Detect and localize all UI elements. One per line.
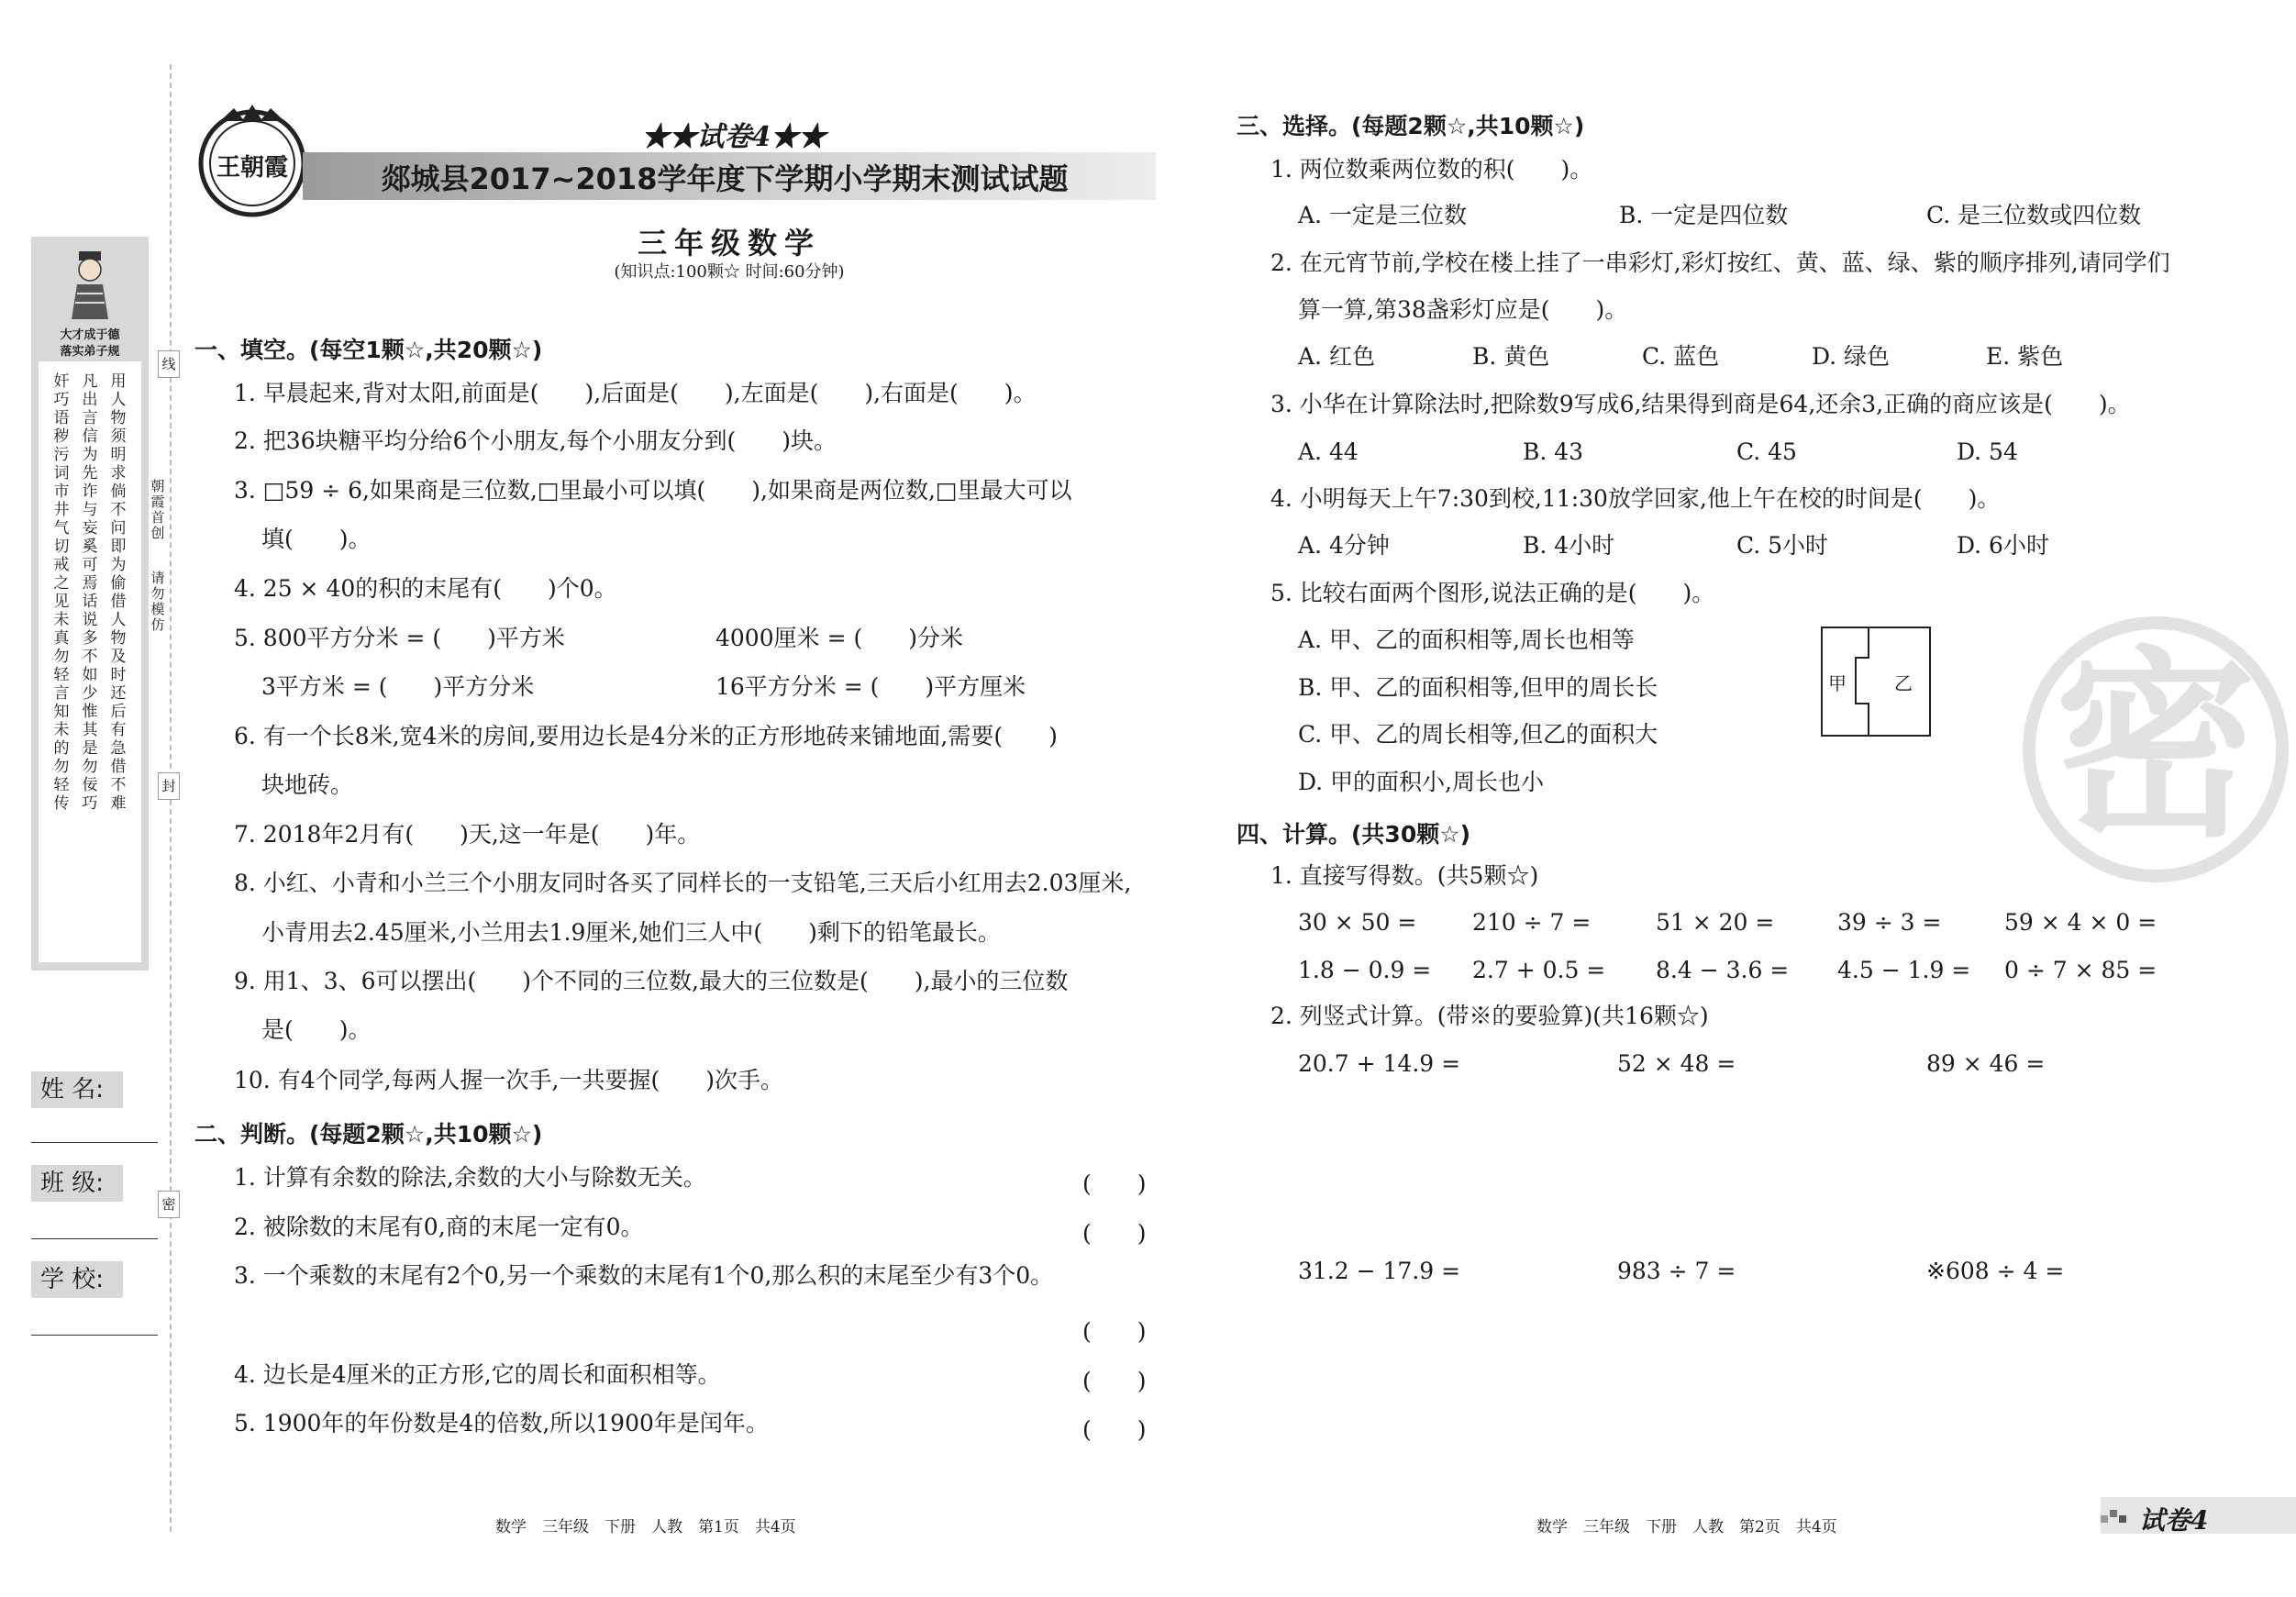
footer-right: 数学 三年级 下册 人教 第2页 共4页 — [1536, 1518, 1837, 1536]
s3-q5-opt-b: B. 甲、乙的面积相等,但甲的周长长 — [1298, 674, 1658, 701]
watermark-seal — [2023, 616, 2289, 882]
s3-q3: 3. 小华在计算除法时,把除数9写成6,结果得到商是64,还余3,正确的商应该是( )。 — [1270, 391, 2131, 417]
school-field[interactable] — [31, 1335, 158, 1336]
s3-q4-opt-c: C. 5小时 — [1736, 532, 1829, 559]
calc-1-2: 210 ÷ 7 = — [1472, 909, 1592, 936]
s3-q5: 5. 比较右面两个图形,说法正确的是( )。 — [1270, 580, 1715, 606]
binding-mark-3: 密 — [158, 1191, 180, 1218]
s1-line-11: 块地砖。 — [261, 771, 354, 798]
s1-line-7: 4000厘米 = ( )分米 — [715, 625, 963, 651]
slogan-line-1: 大才成于德 — [60, 328, 120, 342]
footer-tag-text: 试卷4 — [2139, 1505, 2209, 1536]
footer-tag-squares — [2101, 1506, 2137, 1525]
s1-line-12: 7. 2018年2月有( )天,这一年是( )年。 — [234, 821, 701, 848]
s1-line-9: 16平方分米 = ( )平方厘米 — [715, 673, 1026, 700]
s3-q4: 4. 小明每天上午7:30到校,11:30放学回家,他上午在校的时间是( )。 — [1270, 485, 2001, 512]
calc-1-4: 39 ÷ 3 = — [1837, 909, 1942, 936]
s1-line-6: 5. 800平方分米 = ( )平方米 — [234, 625, 565, 651]
section3-heading: 三、选择。(每题2颗☆,共10颗☆) — [1237, 113, 1585, 139]
s1-line-16: 是( )。 — [261, 1016, 372, 1043]
s3-q3-opt-b: B. 43 — [1523, 438, 1584, 465]
school-label-box: 学 校: — [31, 1261, 123, 1298]
s1-line-10: 6. 有一个长8米,宽4米的房间,要用边长是4分米的正方形地砖来铺地面,需要( ) — [234, 723, 1058, 749]
s3-q3-opt-d: D. 54 — [1957, 438, 2018, 465]
s2-answer-5[interactable]: ( ) — [1082, 1416, 1147, 1443]
s1-line-17: 10. 有4个同学,每两人握一次手,一共要握( )次手。 — [234, 1067, 784, 1093]
s3-q4-opt-a: A. 4分钟 — [1298, 532, 1390, 559]
s4-sub1: 1. 直接写得数。(共5颗☆) — [1270, 862, 1539, 889]
name-field[interactable] — [31, 1142, 158, 1143]
shape-figure — [1821, 627, 1931, 737]
s3-q2-line1: 2. 在元宵节前,学校在楼上挂了一串彩灯,彩灯按红、黄、蓝、绿、紫的顺序排列,请同学们 — [1270, 250, 2170, 276]
exam-meta: (知识点:100颗☆ 时间:60分钟) — [614, 262, 845, 282]
calc-2-2: 2.7 + 0.5 = — [1472, 957, 1606, 983]
s1-line-2: 2. 把36块糖平均分给6个小朋友,每个小朋友分到( )块。 — [234, 427, 837, 454]
s3-q3-opt-a: A. 44 — [1298, 438, 1359, 465]
s3-q5-opt-a: A. 甲、乙的面积相等,周长也相等 — [1298, 627, 1635, 653]
exam-title: 郯城县2017~2018学年度下学期小学期末测试试题 — [381, 161, 1069, 196]
s3-q5-opt-d: D. 甲的面积小,周长也小 — [1298, 769, 1544, 795]
s3-q5-opt-c: C. 甲、乙的周长相等,但乙的面积大 — [1298, 721, 1658, 748]
vcalc-2-3: ※608 ÷ 4 = — [1926, 1258, 2065, 1284]
s1-line-14: 小青用去2.45厘米,小兰用去1.9厘米,她们三人中( )剩下的铅笔最长。 — [261, 919, 1001, 946]
class-field[interactable] — [31, 1238, 158, 1239]
s1-line-5: 4. 25 × 40的积的末尾有( )个0。 — [234, 575, 617, 602]
s2-answer-3[interactable]: ( ) — [1082, 1318, 1147, 1345]
section1-heading: 一、填空。(每空1颗☆,共20颗☆) — [194, 337, 543, 363]
vcalc-2-2: 983 ÷ 7 = — [1617, 1258, 1736, 1284]
s3-q2-opt-e: E. 紫色 — [1986, 343, 2064, 370]
s2-item-5: 5. 1900年的年份数是4的倍数,所以1900年是闰年。 — [234, 1410, 769, 1436]
s3-q3-opt-c: C. 45 — [1736, 438, 1797, 465]
s3-q1: 1. 两位数乘两位数的积( )。 — [1270, 156, 1593, 183]
copyright-note-2: 请勿模仿 — [150, 570, 165, 633]
s3-q2-opt-a: A. 红色 — [1298, 343, 1375, 370]
s3-q2-opt-c: C. 蓝色 — [1642, 343, 1720, 370]
figure-label-yi: 乙 — [1894, 672, 1913, 694]
s2-answer-1[interactable]: ( ) — [1082, 1170, 1147, 1197]
vcalc-1-2: 52 × 48 = — [1617, 1050, 1736, 1077]
s2-item-2: 2. 被除数的末尾有0,商的末尾一定有0。 — [234, 1214, 644, 1240]
class-label-box: 班 级: — [31, 1165, 123, 1202]
calc-2-1: 1.8 − 0.9 = — [1298, 957, 1432, 983]
s2-answer-2[interactable]: ( ) — [1082, 1220, 1147, 1247]
s3-q2-line2: 算一算,第38盏彩灯应是( )。 — [1298, 296, 1628, 323]
s3-q2-opt-d: D. 绿色 — [1812, 343, 1891, 370]
logo-text: 王朝霞 — [216, 154, 288, 182]
s1-line-15: 9. 用1、3、6可以摆出( )个不同的三位数,最大的三位数是( ),最小的三位数 — [234, 968, 1069, 994]
s1-line-3: 3. □59 ÷ 6,如果商是三位数,□里最小可以填( ),如果商是两位数,□里最大可以 — [234, 477, 1072, 504]
s1-line-1: 1. 早晨起来,背对太阳,前面是( ),后面是( ),左面是( ),右面是( )。 — [234, 380, 1037, 406]
s1-line-13: 8. 小红、小青和小兰三个小朋友同时各买了同样长的一支铅笔,三天后小红用去2.03厘米, — [234, 870, 1132, 896]
binding-mark-1: 线 — [158, 350, 180, 378]
watermark-char: 密 — [2054, 629, 2257, 864]
section2-heading: 二、判断。(每题2颗☆,共10颗☆) — [194, 1121, 543, 1148]
calc-2-3: 8.4 − 3.6 = — [1656, 957, 1790, 983]
calc-1-1: 30 × 50 = — [1298, 909, 1417, 936]
calc-2-4: 4.5 − 1.9 = — [1837, 957, 1971, 983]
proverb-box — [39, 361, 141, 962]
figure-label-jia: 甲 — [1828, 672, 1847, 694]
s4-sub2: 2. 列竖式计算。(带※的要验算)(共16颗☆) — [1270, 1003, 1709, 1029]
s2-answer-4[interactable]: ( ) — [1082, 1368, 1147, 1394]
vcalc-1-3: 89 × 46 = — [1926, 1050, 2046, 1077]
series-label: ★★试卷4★★ — [641, 121, 826, 153]
section4-heading: 四、计算。(共30颗☆) — [1237, 821, 1471, 848]
s2-item-3: 3. 一个乘数的末尾有2个0,另一个乘数的末尾有1个0,那么积的末尾至少有3个0。 — [234, 1262, 1054, 1289]
brand-logo — [193, 101, 312, 220]
s3-q2-opt-b: B. 黄色 — [1472, 343, 1550, 370]
binding-mark-2: 封 — [158, 772, 180, 800]
sidebar-panel — [31, 237, 149, 970]
s2-item-1: 1. 计算有余数的除法,余数的大小与除数无关。 — [234, 1164, 706, 1191]
proverb-column-2: 凡出言信为先诈与妄奚可焉话说多不如少惟其是勿佞巧 — [82, 372, 98, 813]
s2-item-4: 4. 边长是4厘米的正方形,它的周长和面积相等。 — [234, 1361, 721, 1388]
vcalc-1-1: 20.7 + 14.9 = — [1298, 1050, 1461, 1077]
s1-line-8: 3平方米 = ( )平方分米 — [261, 673, 535, 700]
proverb-column-3: 用人物须明求倘不问即为偷借人物及时还后有急借不难 — [110, 372, 127, 813]
calc-1-5: 59 × 4 × 0 = — [2004, 909, 2157, 936]
proverb-column-1: 奸巧语秽污词市井气切戒之见未真勿轻言知未的勿轻传 — [53, 372, 70, 813]
name-label-box: 姓 名: — [31, 1071, 123, 1108]
footer-left: 数学 三年级 下册 人教 第1页 共4页 — [495, 1518, 796, 1536]
s3-q1-opt-c: C. 是三位数或四位数 — [1926, 202, 2142, 228]
slogan-line-2: 落实弟子规 — [60, 345, 120, 359]
s3-q4-opt-d: D. 6小时 — [1957, 532, 2049, 559]
s3-q4-opt-b: B. 4小时 — [1523, 532, 1615, 559]
s3-q1-opt-a: A. 一定是三位数 — [1298, 202, 1467, 228]
subject-title: 三年级数学 — [637, 226, 821, 261]
calc-1-3: 51 × 20 = — [1656, 909, 1775, 936]
vcalc-2-1: 31.2 − 17.9 = — [1298, 1258, 1461, 1284]
scholar-illustration — [62, 248, 117, 321]
s1-line-4: 填( )。 — [261, 526, 372, 552]
calc-2-5: 0 ÷ 7 × 85 = — [2004, 957, 2157, 983]
s3-q1-opt-b: B. 一定是四位数 — [1619, 202, 1789, 228]
copyright-note-1: 朝霞首创 — [150, 478, 165, 541]
